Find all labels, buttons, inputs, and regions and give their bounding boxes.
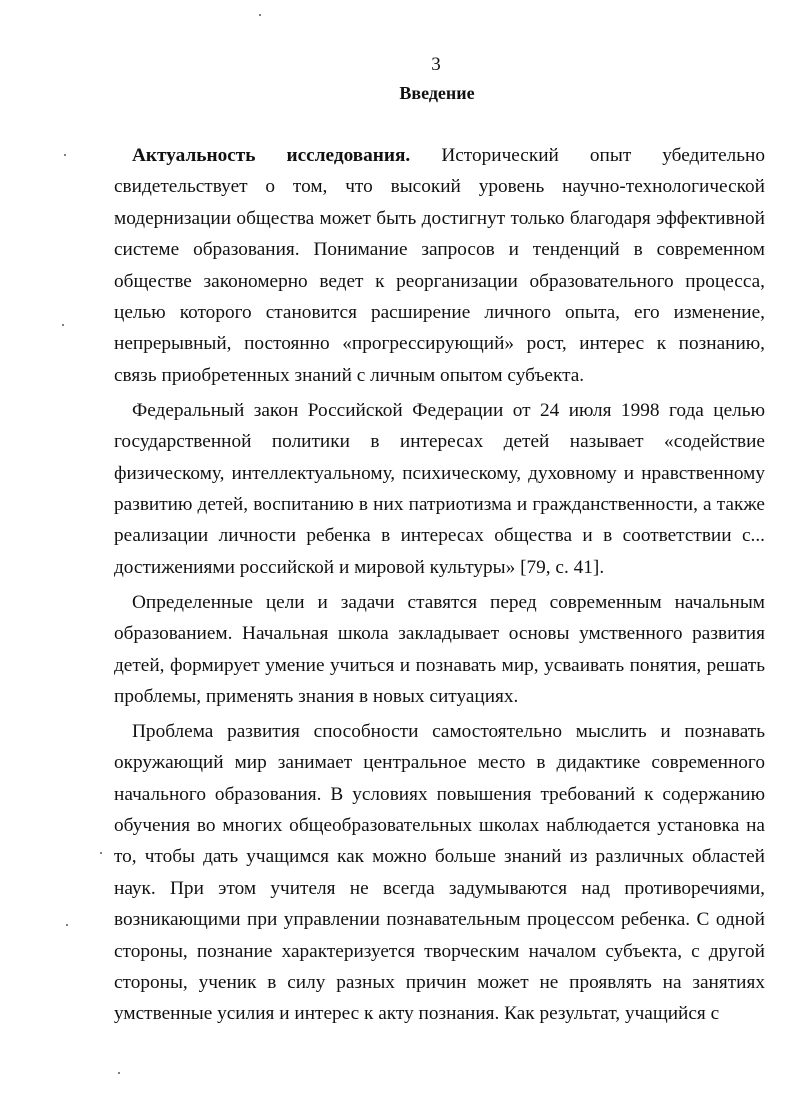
scan-speck [259,14,261,16]
scan-speck [66,924,68,926]
scan-speck [64,154,66,156]
scan-speck [118,1072,120,1074]
scan-speck [100,852,102,854]
paragraph-text: Определенные цели и задачи ставятся перед современным начальным образованием. Начальная школа закладывает основы умственного развития детей, формирует умение учиться и познавать мир, усваивать понятия, решать проблемы, применять знания в новых ситуациях. [114,591,765,707]
paragraph-federal-law [114,395,765,583]
paragraph-text: Проблема развития способности самостоятельно мыслить и познавать окружающий мир занимает центральное место в дидактике современного начального образования. В условиях повышения требований к содержанию обучения во многих общеобразовательных школах наблюдается установка на то, чтобы дать учащимся как можно больше знаний из различных областей наук. При этом учителя не всегда задумываются над противоречиями, возникающими при управлении познавательным процессом ребенка. С одной стороны, познание характеризуется творческим началом субъекта, с другой стороны, ученик в силу разных причин может не проявлять на занятиях умственные усилия и интерес к акту познания. Как результат, учащийся с [114,720,765,1025]
paragraph-relevance [114,140,765,391]
paragraph-goals [114,587,765,713]
paragraph-text: Исторический опыт убедительно свидетельствует о том, что высокий уровень научно-технологической модернизации общества может быть достигнут только благодаря эффективной системе образования. Понимание запросов и тенденций в современном обществе закономерно ведет к реорганизации образовательного процесса, целью которого становится расширение личного опыта, его изменение, непрерывный, постоянно «прогрессирующий» рост, интерес к познанию, связь приобретенных знаний с личным опытом субъекта. [114,145,766,386]
scan-speck [62,324,64,326]
page-number: 3 [431,54,441,75]
paragraph-problem [114,716,765,1030]
paragraph-text: Федеральный закон Российской Федерации от 24 июля 1998 года целью государственной политики в интересах детей называет «содействие физическому, интеллектуальному, психическому, духовному и нравственному развитию детей, воспитанию в них патриотизма и гражданственности, а также реализации личности ребенка в интересах общества и в соответствии с... достижениями российской и мировой культуры» [79, с. 41]. [114,399,765,578]
body-text [114,140,765,1030]
section-heading: Введение [399,83,475,103]
paragraph-lead: Актуальность исследования. [132,145,411,166]
